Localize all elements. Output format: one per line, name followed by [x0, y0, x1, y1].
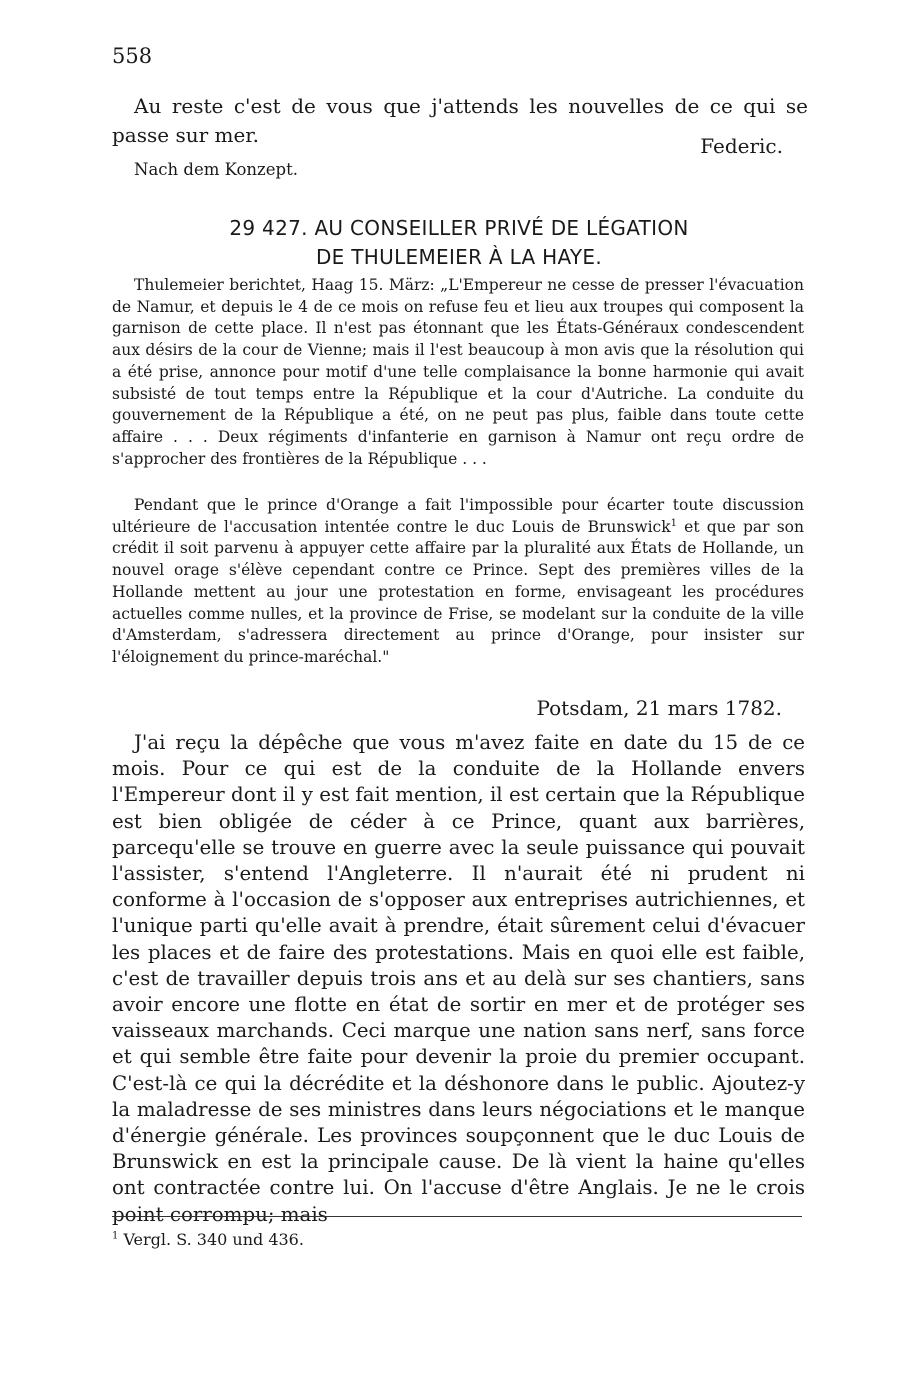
footnote-reference: 1: [670, 517, 677, 529]
letter-body: J'ai reçu la dépêche que vous m'avez faite en date du 15 de ce mois. Pour ce qui est de la conduite de la Hollande envers l'Empereur dont il y est fait mention, il est certain que la République est bien obligée de céder à ce Prince, quant aux barrières, parcequ'elle se trouve en guerre avec la seule puissance qui pouvait l'assister, s'entend l'Angleterre. Il n'aurait été ni prudent ni conforme à l'occasion de s'opposer aux entreprises autrichiennes, et l'unique parti qu'elle avait à prendre, était sûrement celui d'évacuer les places et de faire des protestations. Mais en quoi elle est faible, c'est de travailler depuis trois ans et au delà sur ses chantiers, sans avoir encore une flotte en état de sortir en mer et de protéger ses vaisseaux marchands. Ceci marque une nation sans nerf, sans force et qui semble être faite pour devenir la proie du premier occupant. C'est-là ce qui la décrédite et la déshonore dans le public. Ajoutez-y la maladresse de ses ministres dans leurs négociations et le manque d'énergie générale. Les provinces soupçonnent que le duc Louis de Brunswick en est la principale cause. De là vient la haine qu'elles ont contractée contre lui. On l'accuse d'être Anglais. Je ne le crois point corrompu; mais: [112, 731, 805, 1226]
footnote: [112, 1230, 304, 1249]
footnote-divider: [112, 1216, 802, 1217]
report-paragraph-2-text-b: et que par son crédit il soit parvenu à appuyer cette affaire par la pluralité aux États de Hollande, un nouvel orage s'élève cependant contre ce Prince. Sept des premières villes de la Hollande mettent au jour une protestation en forme, envisageant les procédures actuelles comme nulles, et la province de Frise, se modelant sur la conduite de la ville d'Amsterdam, s'adressera directement au prince d'Orange, pour insister sur l'éloignement du prince-maréchal.": [112, 517, 804, 666]
source-note: Nach dem Konzept.: [134, 160, 298, 179]
footnote-marker: 1: [112, 1230, 119, 1242]
signature: Federic.: [700, 134, 783, 158]
section-heading-line-1: 29 427. AU CONSEILLER PRIVÉ DE LÉGATION: [229, 216, 689, 240]
report-paragraph-2: [112, 495, 804, 669]
report-paragraph-1: Thulemeier berichtet, Haag 15. März: „L'Empereur ne cesse de presser l'évacuation de Namur, et depuis le 4 de ce mois on refuse feu et lieu aux troupes qui composent la garnison de cette place. Il n'est pas étonnant que les États-Généraux condescendent aux désirs de la cour de Vienne; mais il l'est beaucoup à mon avis que la résolution qui a été prise, annonce pour motif d'une telle complaisance la bonne harmonie qui avait subsisté de tout temps entre la République et la cour d'Autriche. La conduite du gouvernement de la République a été, on ne peut pas plus, faible dans toute cette affaire . . . Deux régiments d'infanterie en garnison à Namur ont reçu ordre de s'approcher des frontières de la République . . .: [112, 276, 804, 468]
opening-paragraph: Au reste c'est de vous que j'attends les nouvelles de ce qui se passe sur mer.: [112, 94, 808, 147]
dateline: Potsdam, 21 mars 1782.: [536, 696, 782, 720]
section-heading-line-2: DE THULEMEIER À LA HAYE.: [315, 245, 602, 269]
footnote-text: Vergl. S. 340 und 436.: [118, 1230, 304, 1249]
page-number: 558: [112, 44, 153, 68]
report-paragraph-2-text-a: Pendant que le prince d'Orange a fait l'impossible pour écarter toute discussion ultérieure de l'accusation intentée contre le duc Louis de Brunswick: [112, 496, 804, 536]
